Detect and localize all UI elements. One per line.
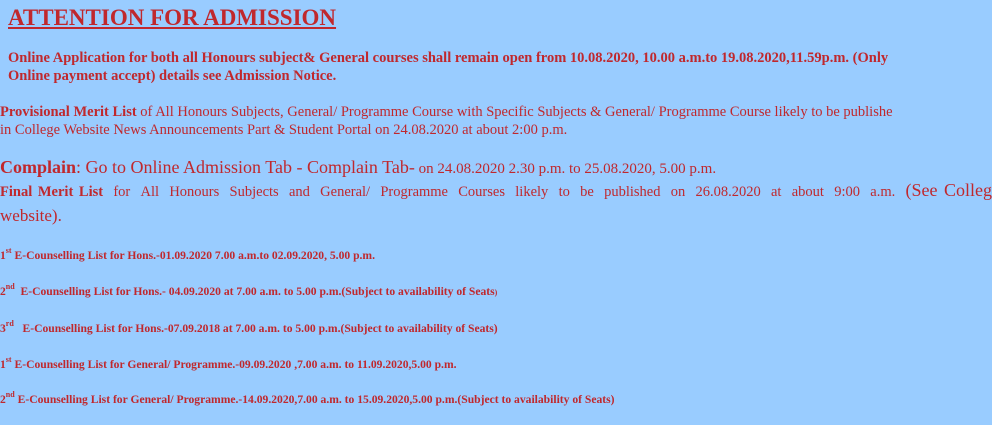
counselling-ordinal-suffix: nd xyxy=(5,282,15,291)
counselling-ordinal: 3 xyxy=(0,322,6,335)
counselling-text: E-Counselling List for General/ Programme.-09.09.2020 ,7.00 a.m. to 11.09.2020,5.00 p.m. xyxy=(11,358,457,371)
counselling-item xyxy=(0,282,497,298)
provisional-merit-notice xyxy=(0,103,992,139)
counselling-text: E-Counselling List for Hons.-07.09.2018 at 7.00 a.m. to 5.00 p.m.(Subject to availability of Seats) xyxy=(13,322,498,335)
final-word: Programme xyxy=(380,184,448,200)
counselling-item xyxy=(0,319,498,335)
final-label: Final Merit List xyxy=(0,184,104,200)
merit-label: Provisional Merit List xyxy=(0,104,137,120)
final-word: General/ xyxy=(320,184,371,200)
final-note-start: (See Colleg xyxy=(905,180,992,200)
counselling-ordinal: 1 xyxy=(0,249,6,262)
online-application-notice xyxy=(8,49,984,85)
final-word: All xyxy=(140,184,160,200)
final-merit-notice xyxy=(0,179,992,227)
final-word: for xyxy=(113,184,131,200)
complain-tab-link[interactable]: : Go to Online Admission Tab - Complain Tab- xyxy=(76,157,415,177)
complain-label: Complain xyxy=(0,157,77,177)
notice-line-1: Online Application for both all Honours subject& General courses shall remain open from 10.08.2020, 10.00 a.m.to 19.08.2020,11.59p.m. (Only xyxy=(8,50,889,66)
final-word: on xyxy=(670,184,686,200)
final-word: published xyxy=(604,184,661,200)
final-word: likely xyxy=(515,184,549,200)
final-line-1 xyxy=(0,179,992,204)
counselling-ordinal: 1 xyxy=(0,358,6,371)
notice-line-2: Online payment accept) details see Admission Notice. xyxy=(8,68,337,84)
counselling-ordinal-suffix: st xyxy=(5,246,12,255)
merit-line-1 xyxy=(0,103,992,121)
final-word: Subjects xyxy=(229,184,279,200)
counselling-item xyxy=(0,390,615,406)
final-word: and xyxy=(288,184,310,200)
final-word: at xyxy=(771,184,782,200)
page-title: ATTENTION FOR ADMISSION xyxy=(8,5,337,30)
counselling-ordinal: 2 xyxy=(0,393,6,406)
final-word: Honours xyxy=(169,184,220,200)
merit-line-2: in College Website News Announcements Part & Student Portal on 24.08.2020 at about 2:00 p.m. xyxy=(0,122,568,138)
counselling-text: E-Counselling List for Hons.- 04.09.2020 at 7.00 a.m. to 5.00 p.m.(Subject to availability of Seats xyxy=(14,285,495,298)
counselling-item xyxy=(0,355,457,371)
counselling-ordinal-suffix: nd xyxy=(5,390,15,399)
merit-text: of All Honours Subjects, General/ Programme Course with Specific Subjects & General/ Programme Course likely to be publishe xyxy=(136,104,893,120)
counselling-ordinal-suffix: rd xyxy=(5,319,14,328)
final-word: about xyxy=(791,184,824,200)
final-word: be xyxy=(580,184,594,200)
final-note-end: website). xyxy=(0,206,62,225)
counselling-tail: ) xyxy=(494,288,498,297)
counselling-item xyxy=(0,246,375,262)
final-word: a.m. xyxy=(870,184,896,200)
final-word: 26.08.2020 xyxy=(695,184,761,200)
counselling-text: E-Counselling List for General/ Programme.-14.09.2020,7.00 a.m. to 15.09.2020,5.00 p.m.(Subject to availability of Seats) xyxy=(14,393,615,406)
final-word: 9:00 xyxy=(834,184,860,200)
counselling-ordinal: 2 xyxy=(0,285,6,298)
final-word: Courses xyxy=(458,184,505,200)
complain-dates: on 24.08.2020 2.30 p.m. to 25.08.2020, 5.00 p.m. xyxy=(414,161,717,177)
complain-notice xyxy=(0,157,992,178)
counselling-ordinal-suffix: st xyxy=(5,355,12,364)
final-word: to xyxy=(558,184,570,200)
counselling-text: E-Counselling List for Hons.-01.09.2020 7.00 a.m.to 02.09.2020, 5.00 p.m. xyxy=(11,249,375,262)
